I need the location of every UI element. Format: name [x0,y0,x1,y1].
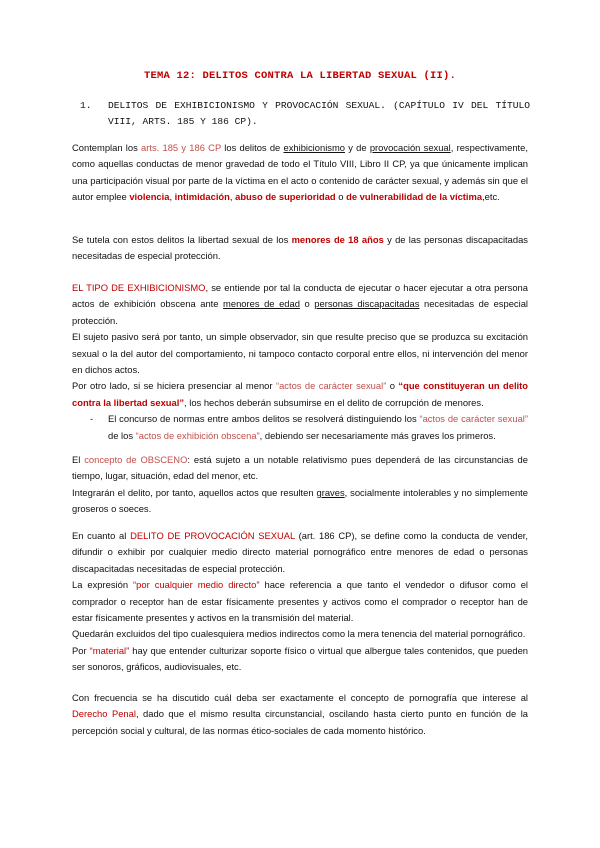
bullet-concurso [72,411,528,444]
text: o [386,380,399,392]
exhibicionismo-term: exhibicionismo [283,142,345,153]
paragraph-provocacion [72,528,528,676]
cualquier-medio-term: “por cualquier medio directo” [133,579,260,591]
text: Por [72,644,90,656]
text: El concurso de normas entre ambos delitos se resolverá distinguiendo los [108,413,420,425]
text: los delitos de [221,142,284,153]
section-heading-1 [80,98,530,130]
text: , respectivamente, como aquellas conductas de menor gravedad de todo el Título VIII, Libro II CP, ya que únicamente implican una participación visual por parte de la víctima en el acto o contenido de carácter sexual, y además sin que el autor emplee [72,142,528,203]
concepto-obsceno-term: concepto de OBSCENO [84,454,188,465]
menores-edad-term: menores de edad [223,298,300,310]
text: (art. 186 CP), se define como la conducta de vender, difundir o exhibir por cualquier medio directo material pornográfico entre menores de edad o personas discapacitadas necesitadas de especial protección. [72,530,528,574]
bullet-dash: - [90,413,94,425]
paragraph-otro-lado [72,378,528,411]
violencia-term: violencia [129,191,170,203]
text: La expresión [72,579,134,591]
paragraph-tutela [72,232,528,265]
material-term: “material” [89,644,130,656]
page-title: TEMA 12: DELITOS CONTRA LA LIBERTAD SEXUAL (II). [143,70,457,82]
delito-provocacion-term: DELITO DE PROVOCACIÓN SEXUAL [130,530,295,541]
paragraph-intro [72,140,528,206]
text: , dado que el mismo resulta circunstancial, oscilando hasta cierto punto en función de la percepción social y cultural, de las normas ético-sociales de cada momento histórico. [72,708,528,736]
arts-reference: arts. 185 y 186 CP [141,142,222,153]
actos-exhibicion-term: “actos de exhibición obscena” [135,429,260,441]
text: , los hechos deberán subsumirse en el delito de corrupción de menores. [184,396,484,408]
text: hace referencia a que tanto el vendedor o difusor como el comprador o receptor han de estar físicamente presentes y activos como el comprador o receptor han de estar físicamente presentes y activos en la transmisión del material. [72,579,529,624]
tipo-exhibicionismo-term: EL TIPO DE EXHIBICIONISMO [72,282,206,293]
actos-caracter-sexual-term: “actos de carácter sexual” [275,380,387,392]
graves-term: graves [316,486,345,498]
text: , socialmente intolerables y no simplemente groseros o soeces. [72,486,528,515]
vulnerabilidad-term: de vulnerabilidad de la víctima [346,191,483,203]
section-heading-text: DELITOS DE EXHIBICIONISMO Y PROVOCACIÓN SEXUAL. (CAPÍTULO IV DEL TÍTULO VIII, ARTS. 185 Y 186 CP). [108,100,530,127]
text: El [72,454,85,465]
text: Por otro lado, si se hiciera presenciar al menor [72,380,276,392]
text: Con frecuencia se ha discutido cuál deba ser exactamente el concepto de pornografía que interese al [72,692,528,703]
text: y de [345,142,370,153]
paragraph-excluidos: Quedarán excluidos del tipo cualesquiera medios indirectos como la mera tenencia del material pornográfico. [72,628,526,640]
text: o [335,191,347,203]
paragraph-pornografia [72,690,528,739]
text: hay que entender culturizar soporte físico o virtual que albergue tales contenidos, que pueden ser sonoros, gráficos, audiovisuales, etc. [72,644,528,673]
text: En cuanto al [72,530,131,541]
paragraph-obsceno [72,452,528,518]
personas-discapacitadas-term: personas discapacitadas [314,298,420,310]
text: : está sujeto a un notable relativismo pues dependerá de las circunstancias de tiempo, lugar, situación, edad del menor, etc. [72,454,528,482]
text: o [299,298,315,310]
paragraph-exhibicionismo [72,280,528,444]
text: , se entiende por tal la conducta de ejecutar o hacer ejecutar a otra persona actos de exhibición obscena ante [72,282,528,310]
text: de los [108,429,136,441]
intimidacion-term: intimidación [174,191,230,203]
derecho-penal-term: Derecho Penal [72,708,136,720]
text: , [229,191,236,203]
constituyeran-delito-term: “que constituyeran un delito contra la libertad sexual” [72,380,528,408]
menores-18-term: menores de 18 años [291,234,384,245]
abuso-term: abuso de superioridad [235,191,336,203]
text: Contemplan los [72,142,142,153]
text: necesitadas de especial protección. [72,298,528,326]
text: y de las personas discapacitadas necesitadas de especial protección. [72,234,528,262]
text: , debiendo ser necesariamente más graves los primeros. [259,429,496,441]
text: Se tutela con estos delitos la libertad sexual de los [72,234,292,245]
text: ,etc. [482,191,500,203]
text: , [169,191,175,203]
section-number: 1. [80,100,92,111]
actos-sexual-term: “actos de carácter sexual” [419,413,528,425]
provocacion-term: provocación sexual [369,142,451,153]
text: Integrarán el delito, por tanto, aquellos actos que resulten [72,486,317,498]
paragraph-sujeto-pasivo: El sujeto pasivo será por tanto, un simple observador, sin que resulte preciso que se produzca su excitación sexual o la del autor del comportamiento, ni tampoco contacto corporal entre ellos, ni intervención del menor en dichos actos. [72,331,528,376]
